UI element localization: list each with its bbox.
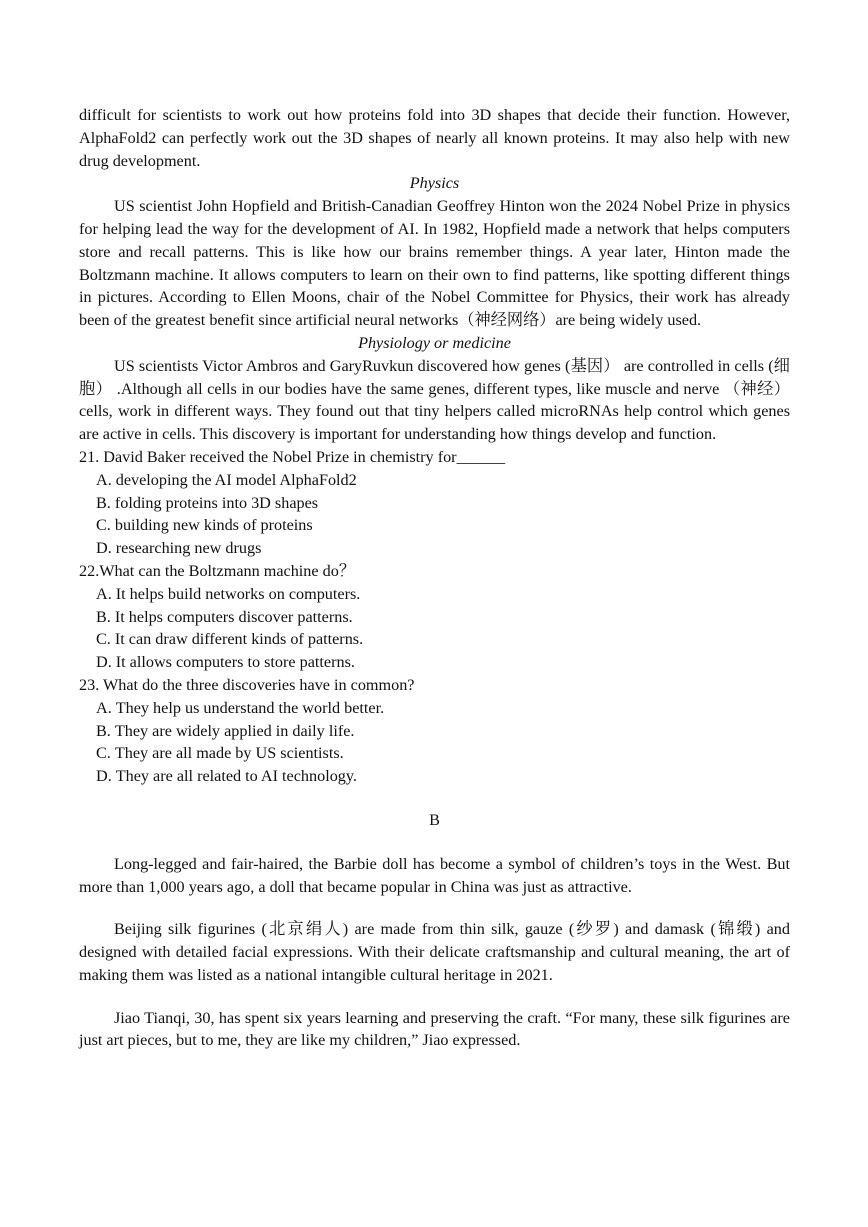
option-list [79, 469, 790, 560]
option-list [79, 697, 790, 788]
document-page [79, 104, 790, 1052]
option-a[interactable]: A. They help us understand the world better. [96, 698, 385, 717]
option-b[interactable]: B. folding proteins into 3D shapes [96, 493, 319, 512]
physics-paragraph: US scientist John Hopfield and British-Canadian Geoffrey Hinton won the 2024 Nobel Prize in physics for helping lead the way for the development of AI. In 1982, Hopfield made a network that helps computers store and recall patterns. This is like how our brains remember things. A year later, Hinton made the Boltzmann machine. It allows computers to learn on their own to find patterns, like spotting different things in pictures. According to Ellen Moons, chair of the Nobel Committee for Physics, their work has already been of the greatest benefit since artificial neural networks（神经网络）are being widely used. [79, 197, 790, 330]
option-d[interactable]: D. They are all related to AI technology. [96, 767, 357, 786]
option-d[interactable]: D. researching new drugs [96, 539, 262, 558]
question-21 [79, 446, 790, 560]
question-stem: 22.What can the Boltzmann machine do？ [79, 561, 356, 580]
passage-b-paragraph-2: Beijing silk figurines (北京绢人) are made from thin silk, gauze (纱罗) and damask (锦缎) and designed with detailed facial expressions. With their delicate craftsmanship and cultural meaning, the art of making them was listed as a national intangible cultural heritage in 2021. [79, 920, 790, 984]
option-c[interactable]: C. They are all made by US scientists. [96, 744, 344, 763]
option-a[interactable]: A. It helps build networks on computers. [96, 584, 361, 603]
option-c[interactable]: C. building new kinds of proteins [96, 516, 313, 535]
passage-b-paragraph-3: Jiao Tianqi, 30, has spent six years learning and preserving the craft. “For many, these silk figurines are just art pieces, but to me, they are like my children,” Jiao expressed. [79, 1008, 790, 1050]
option-b[interactable]: B. It helps computers discover patterns. [96, 607, 353, 626]
medicine-paragraph: US scientists Victor Ambros and GaryRuvkun discovered how genes (基因） are controlled in cells (细胞） .Although all cells in our bodies have the same genes, different types, like muscle and nerve （神经）cells, work in different ways. They found out that tiny helpers called microRNAs help control which genes are active in cells. This discovery is important for understanding how things develop and function. [79, 356, 790, 444]
physics-heading: Physics [409, 174, 460, 193]
option-a[interactable]: A. developing the AI model AlphaFold2 [96, 470, 357, 489]
medicine-heading: Physiology or medicine [358, 333, 511, 352]
question-22 [79, 560, 790, 674]
passage-b-paragraph-1: Long-legged and fair-haired, the Barbie doll has become a symbol of children’s toys in the West. But more than 1,000 years ago, a doll that became popular in China was just as attractive. [79, 854, 790, 896]
option-d[interactable]: D. It allows computers to store patterns. [96, 653, 355, 672]
question-23 [79, 674, 790, 788]
option-b[interactable]: B. They are widely applied in daily life. [96, 721, 355, 740]
option-list [79, 583, 790, 674]
intro-continuation-paragraph: difficult for scientists to work out how proteins fold into 3D shapes that decide their function. However, AlphaFold2 can perfectly work out the 3D shapes of nearly all known proteins. It may also help with new drug development. [79, 106, 790, 170]
section-b-heading: B [429, 810, 440, 829]
question-stem: 23. What do the three discoveries have in common? [79, 675, 415, 694]
question-stem: 21. David Baker received the Nobel Prize in chemistry for______ [79, 447, 506, 466]
option-c[interactable]: C. It can draw different kinds of patterns. [96, 630, 364, 649]
